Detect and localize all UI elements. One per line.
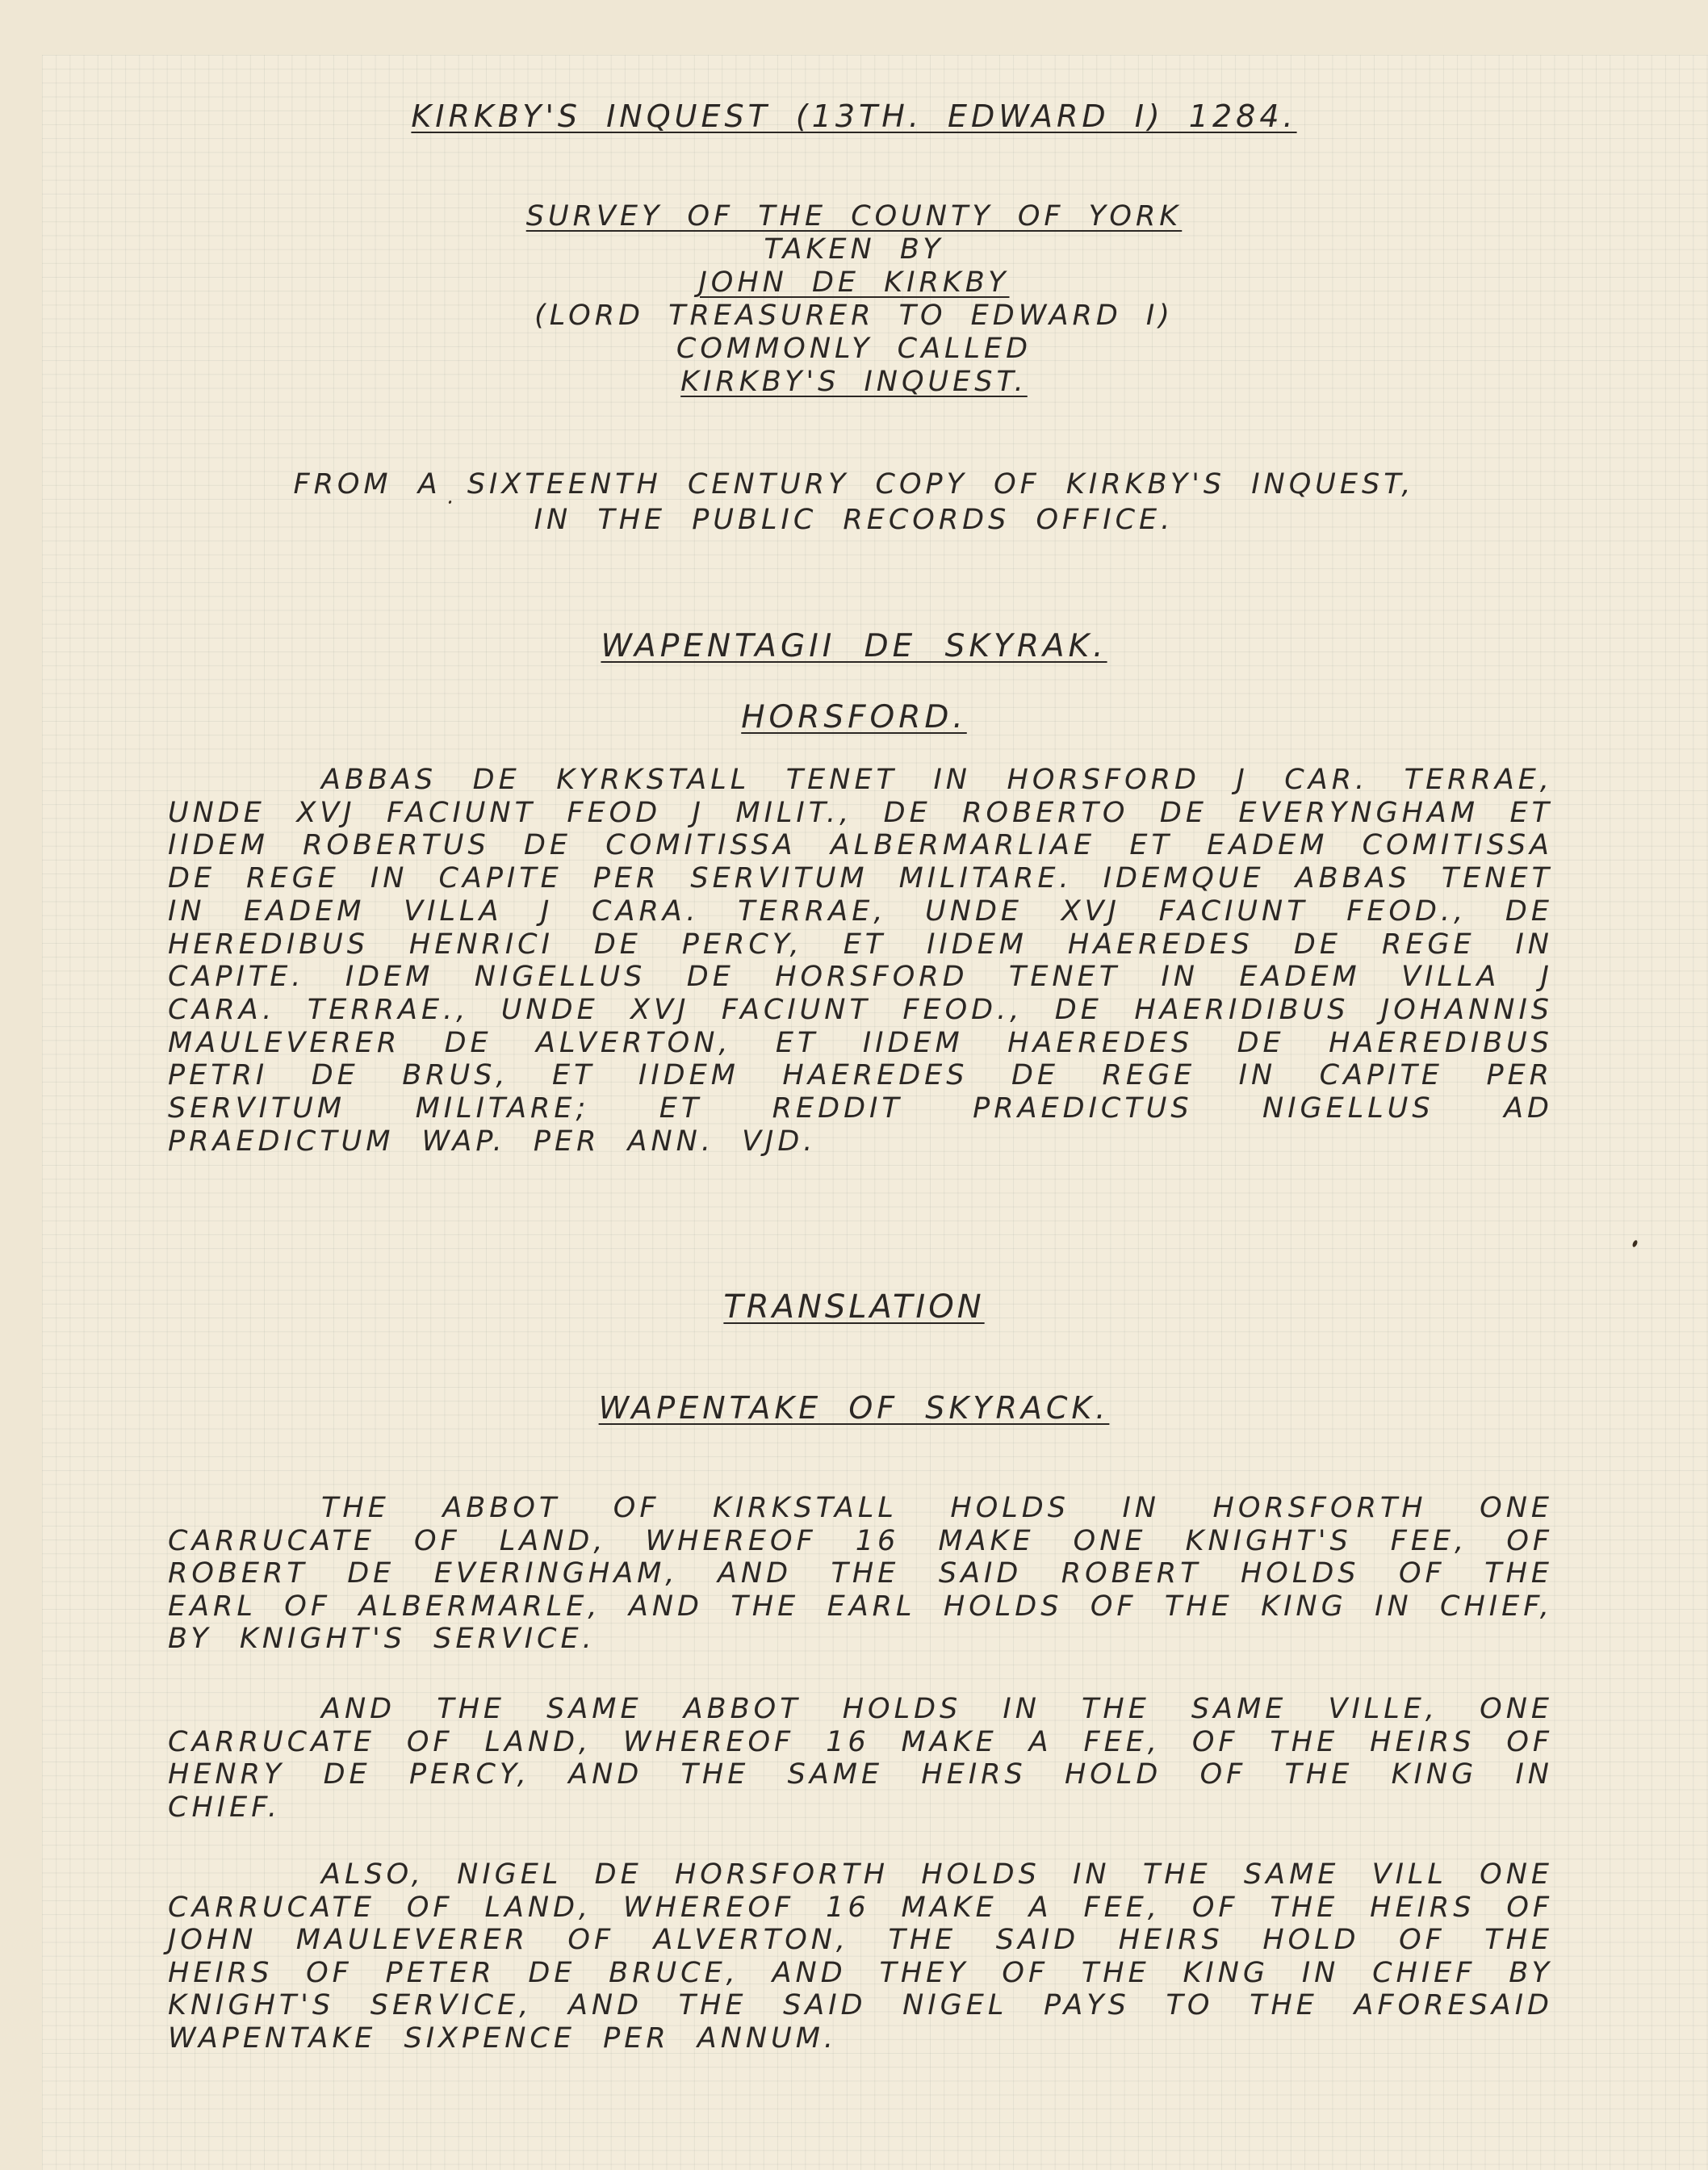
- translation-paragraph-2: AND THE SAME ABBOT HOLDS IN THE SAME VILLE, ONE CARRUCATE OF LAND, WHEREOF 16 MAKE A FEE, OF THE HEIRS OF HENRY DE PERCY, AND THE SAME HEIRS HOLD OF THE KING IN CHIEF.: [168, 1693, 1553, 1824]
- survey-line-2: TAKEN BY: [764, 233, 944, 266]
- survey-line-5: COMMONLY CALLED: [676, 333, 1032, 365]
- translation-paragraph-1: THE ABBOT OF KIRKSTALL HOLDS IN HORSFORTH ONE CARRUCATE OF LAND, WHEREOF 16 MAKE ONE KNIGHT'S FEE, OF ROBERT DE EVERINGHAM, AND THE SAID ROBERT HOLDS OF THE EARL OF ALBERMARLE, AND THE EARL HOLDS OF THE KING IN CHIEF, BY KNIGHT'S SERVICE.: [168, 1492, 1553, 1656]
- page-top-margin: [0, 0, 1708, 55]
- english-wapentake-heading: WAPENTAKE OF SKYRACK.: [598, 1390, 1110, 1426]
- source-line-2: IN THE PUBLIC RECORDS OFFICE.: [534, 504, 1174, 536]
- latin-text: ABBAS DE KYRKSTALL TENET IN HORSFORD J CAR. TERRAE, UNDE XVJ FACIUNT FEOD J MILIT., DE ROBERTO DE EVERYNGHAM ET IIDEM ROBERTUS DE COMITISSA ALBERMARLIAE ET EADEM COMITISSA DE REGE IN CAPITE PER SERVITUM MILITARE. IDEMQUE ABBAS TENET IN EADEM VILLA J CARA. TERRAE, UNDE XVJ FACIUNT FEOD., DE HEREDIBUS HENRICI DE PERCY, ET IIDEM HAEREDES DE REGE IN CAPITE. IDEM NIGELLUS DE HORSFORD TENET IN EADEM VILLA J CARA. TERRAE., UNDE XVJ FACIUNT FEOD., DE HAERIDIBUS JOHANNIS MAULEVERER DE ALVERTON, ET IIDEM HAEREDES DE HAEREDIBUS PETRI DE BRUS, ET IIDEM HAEREDES DE REGE IN CAPITE PER SERVITUM MILITARE; ET REDDIT PRAEDICTUS NIGELLUS AD PRAEDICTUM WAP. PER ANN. VJD.: [168, 764, 1553, 1158]
- place-heading: HORSFORD.: [741, 699, 967, 735]
- translation-paragraph-3: ALSO, NIGEL DE HORSFORTH HOLDS IN THE SAME VILL ONE CARRUCATE OF LAND, WHEREOF 16 MAKE A FEE, OF THE HEIRS OF JOHN MAULEVERER OF ALVERTON, THE SAID HEIRS HOLD OF THE HEIRS OF PETER DE BRUCE, AND THEY OF THE KING IN CHIEF BY KNIGHT'S SERVICE, AND THE SAID NIGEL PAYS TO THE AFORESAID WAPENTAKE SIXPENCE PER ANNUM.: [168, 1858, 1553, 2055]
- survey-block: [0, 200, 1708, 399]
- document-title: KIRKBY'S INQUEST (13TH. EDWARD I) 1284.: [411, 98, 1297, 134]
- source-line-1: FROM A SIXTEENTH CENTURY COPY OF KIRKBY'S INQUEST,: [293, 468, 1415, 501]
- source-note: [0, 467, 1708, 538]
- latin-wapentake-heading: WAPENTAGII DE SKYRAK.: [601, 628, 1107, 664]
- survey-line-3: JOHN DE KIRKBY: [698, 266, 1010, 299]
- translation-heading: TRANSLATION: [723, 1288, 985, 1326]
- survey-line-1: SURVEY OF THE COUNTY OF YORK: [525, 200, 1183, 232]
- survey-line-4: (LORD TREASURER TO EDWARD I): [534, 300, 1174, 332]
- survey-line-6: KIRKBY'S INQUEST.: [680, 366, 1028, 398]
